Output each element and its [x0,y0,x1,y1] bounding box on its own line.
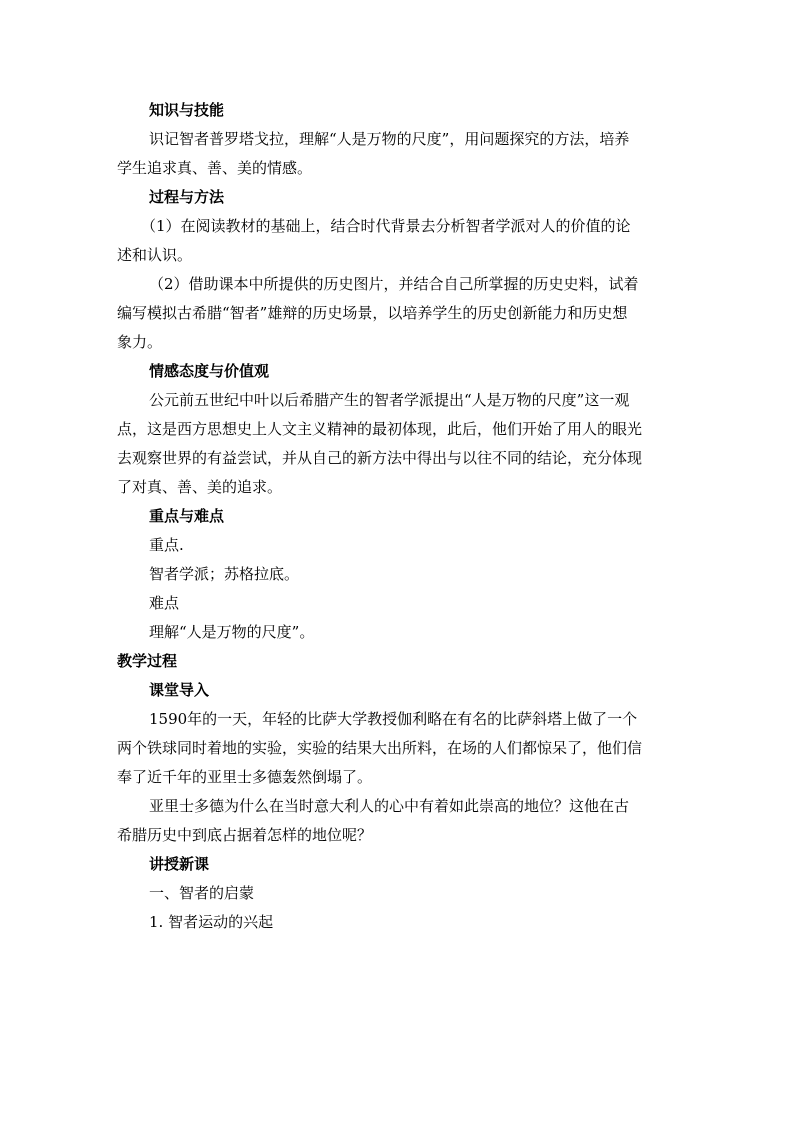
paragraph-line: 述和认识。 [117,246,193,264]
subheading-sophist-movement-rise: 1. 智者运动的兴起 [149,913,274,931]
paragraph-line: （1）在阅读教材的基础上，结合时代背景去分析智者学派对人的价值的论 [141,217,631,235]
subheading-sophist-enlightenment: 一、智者的启蒙 [149,884,255,902]
paragraph-line: 点，这是西方思想史上人文主义精神的最初体现，此后，他们开始了用人的眼光 [117,420,643,438]
paragraph-line: （2）借助课本中所提供的历史图片，并结合自己所掌握的历史史料，试着 [149,275,639,293]
key-points-text: 智者学派；苏格拉底。 [149,565,300,583]
heading-teaching-process: 教学过程 [117,652,178,670]
document-page [117,96,677,937]
paragraph-line: 编写模拟古希腊“智者”雄辩的历史场景，以培养学生的历史创新能力和历史想 [117,304,628,322]
heading-key-difficult: 重点与难点 [149,507,225,525]
paragraph-line: 希腊历史中到底占据着怎样的地位呢？ [117,826,373,844]
paragraph-line: 去观察世界的有益尝试，并从自己的新方法中得出与以往不同的结论，充分体现 [117,449,643,467]
paragraph-line: 公元前五世纪中叶以后希腊产生的智者学派提出“人是万物的尺度”这一观 [149,391,630,409]
paragraph-line: 了对真、善、美的追求。 [117,478,283,496]
paragraph-line: 象力。 [117,333,163,351]
heading-class-intro: 课堂导入 [149,681,210,699]
heading-new-lesson: 讲授新课 [149,855,210,873]
heading-knowledge-skills: 知识与技能 [149,101,225,119]
difficult-points-text: 理解“人是万物的尺度”。 [149,623,315,641]
paragraph-line: 亚里士多德为什么在当时意大利人的心中有着如此崇高的地位？这他在古 [149,797,630,815]
paragraph-line: 识记智者普罗塔戈拉，理解“人是万物的尺度”，用问题探究的方法，培养 [149,130,630,148]
paragraph-line: 奉了近千年的亚里士多德轰然倒塌了。 [117,768,373,786]
key-points-label: 重点. [149,536,184,554]
heading-process-method: 过程与方法 [149,188,225,206]
paragraph-line: 学生追求真、善、美的情感。 [117,159,313,177]
paragraph-line: 两个铁球同时着地的实验，实验的结果大出所料，在场的人们都惊呆了，他们信 [117,739,643,757]
heading-emotion-values: 情感态度与价值观 [149,362,270,380]
difficult-points-label: 难点 [149,594,180,612]
paragraph-line: 1590年的一天，年轻的比萨大学教授伽利略在有名的比萨斜塔上做了一个 [149,710,638,728]
